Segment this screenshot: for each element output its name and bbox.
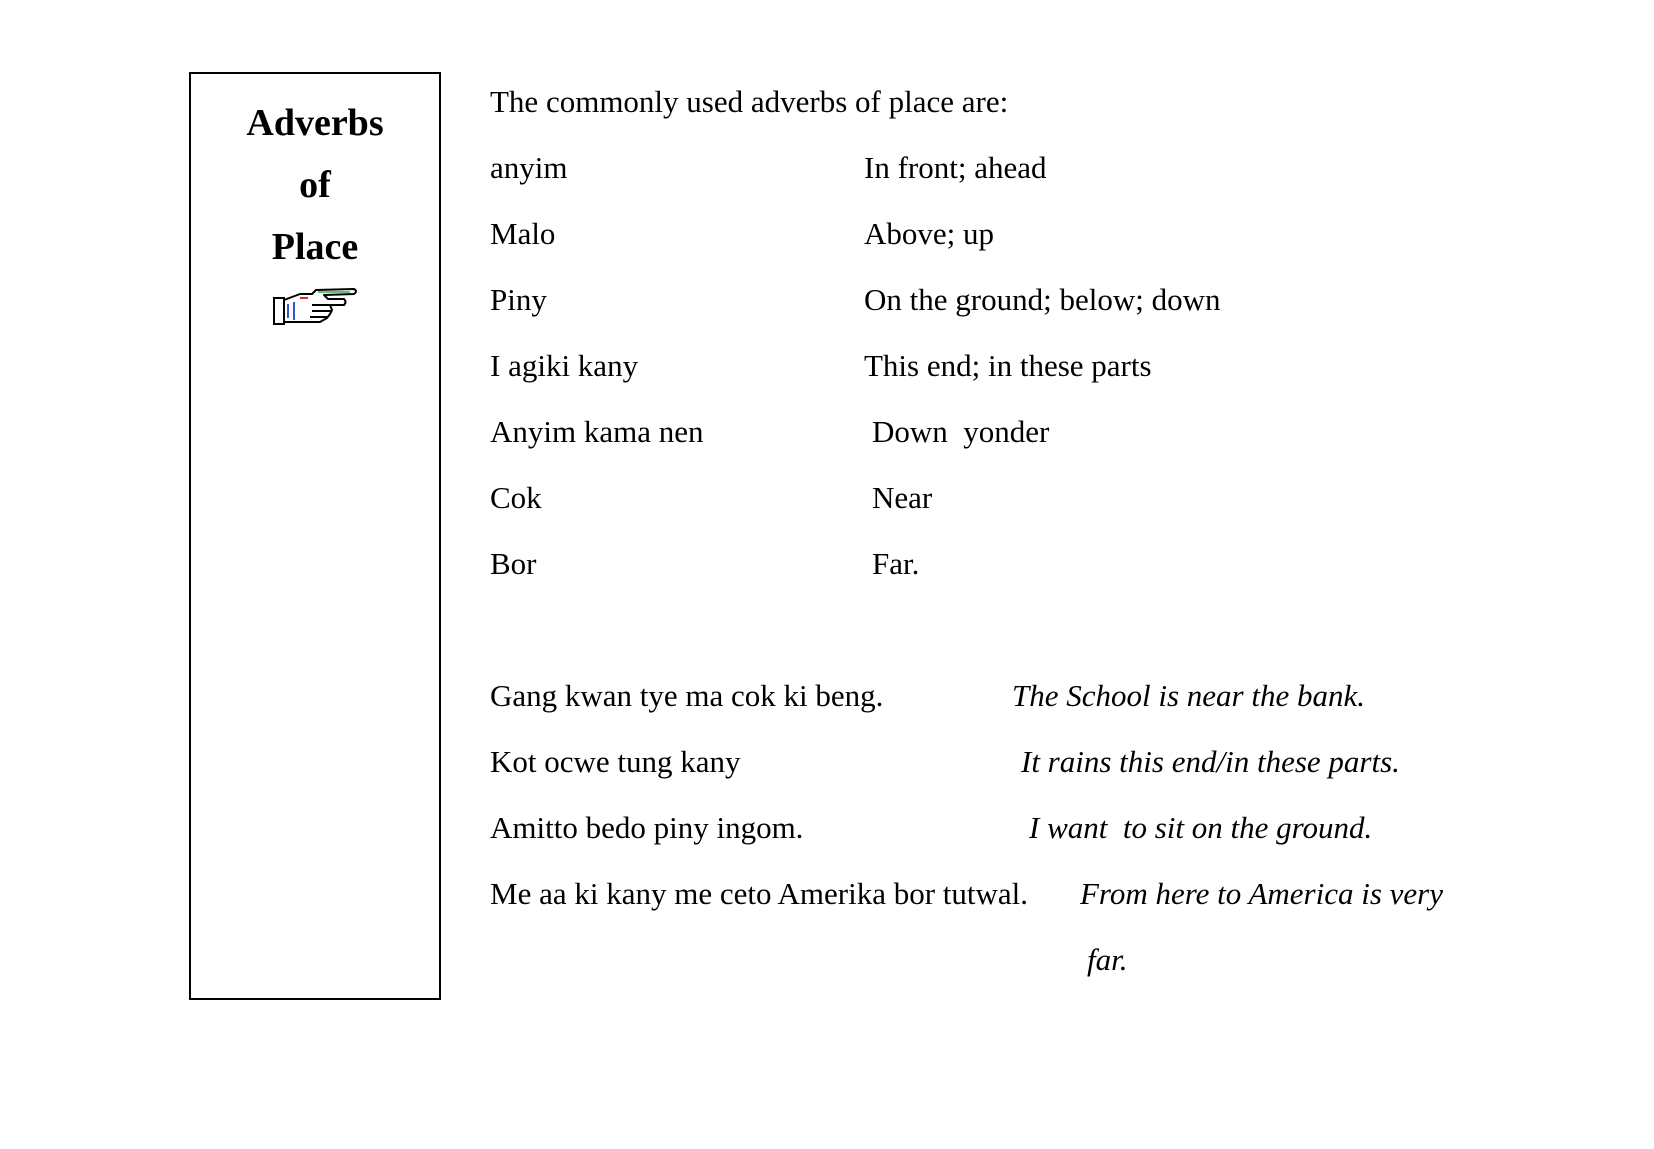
example-translation-4: From here to America is very [1080, 876, 1444, 911]
example-translation-3: I want to sit on the ground. [1029, 810, 1373, 845]
adverb-meaning-7: Far. [872, 546, 920, 581]
example-sentence-1: Gang kwan tye ma cok ki beng. [490, 678, 884, 713]
adverb-meaning-2: Above; up [864, 216, 995, 251]
adverb-term-4: I agiki kany [490, 348, 639, 383]
sidebar-title-line-2: of [299, 164, 331, 206]
example-translation-4-continued: far. [1087, 942, 1128, 977]
adverb-term-6: Cok [490, 480, 542, 515]
adverb-meaning-6: Near [872, 480, 933, 515]
adverb-term-2: Malo [490, 216, 556, 251]
adverb-term-7: Bor [490, 546, 537, 581]
sidebar-title-line-3: Place [271, 226, 359, 268]
sidebar-box [189, 72, 441, 1000]
adverb-meaning-1: In front; ahead [864, 150, 1047, 185]
adverb-term-5: Anyim kama nen [490, 414, 704, 449]
intro-text: The commonly used adverbs of place are: [490, 84, 1009, 119]
adverb-meaning-4: This end; in these parts [864, 348, 1152, 383]
example-translation-2: It rains this end/in these parts. [1021, 744, 1400, 779]
sidebar-title-line-1: Adverbs [246, 102, 384, 144]
example-sentence-4: Me aa ki kany me ceto Amerika bor tutwal. [490, 876, 1029, 911]
adverb-meaning-3: On the ground; below; down [864, 282, 1221, 317]
adverb-meaning-5: Down yonder [872, 414, 1050, 449]
example-sentence-2: Kot ocwe tung kany [490, 744, 741, 779]
adverb-term-1: anyim [490, 150, 568, 185]
example-translation-1: The School is near the bank. [1012, 678, 1366, 713]
pointing-hand-icon [272, 280, 358, 328]
adverb-term-3: Piny [490, 282, 547, 317]
sidebar-title [191, 74, 439, 278]
example-sentence-3: Amitto bedo piny ingom. [490, 810, 804, 845]
